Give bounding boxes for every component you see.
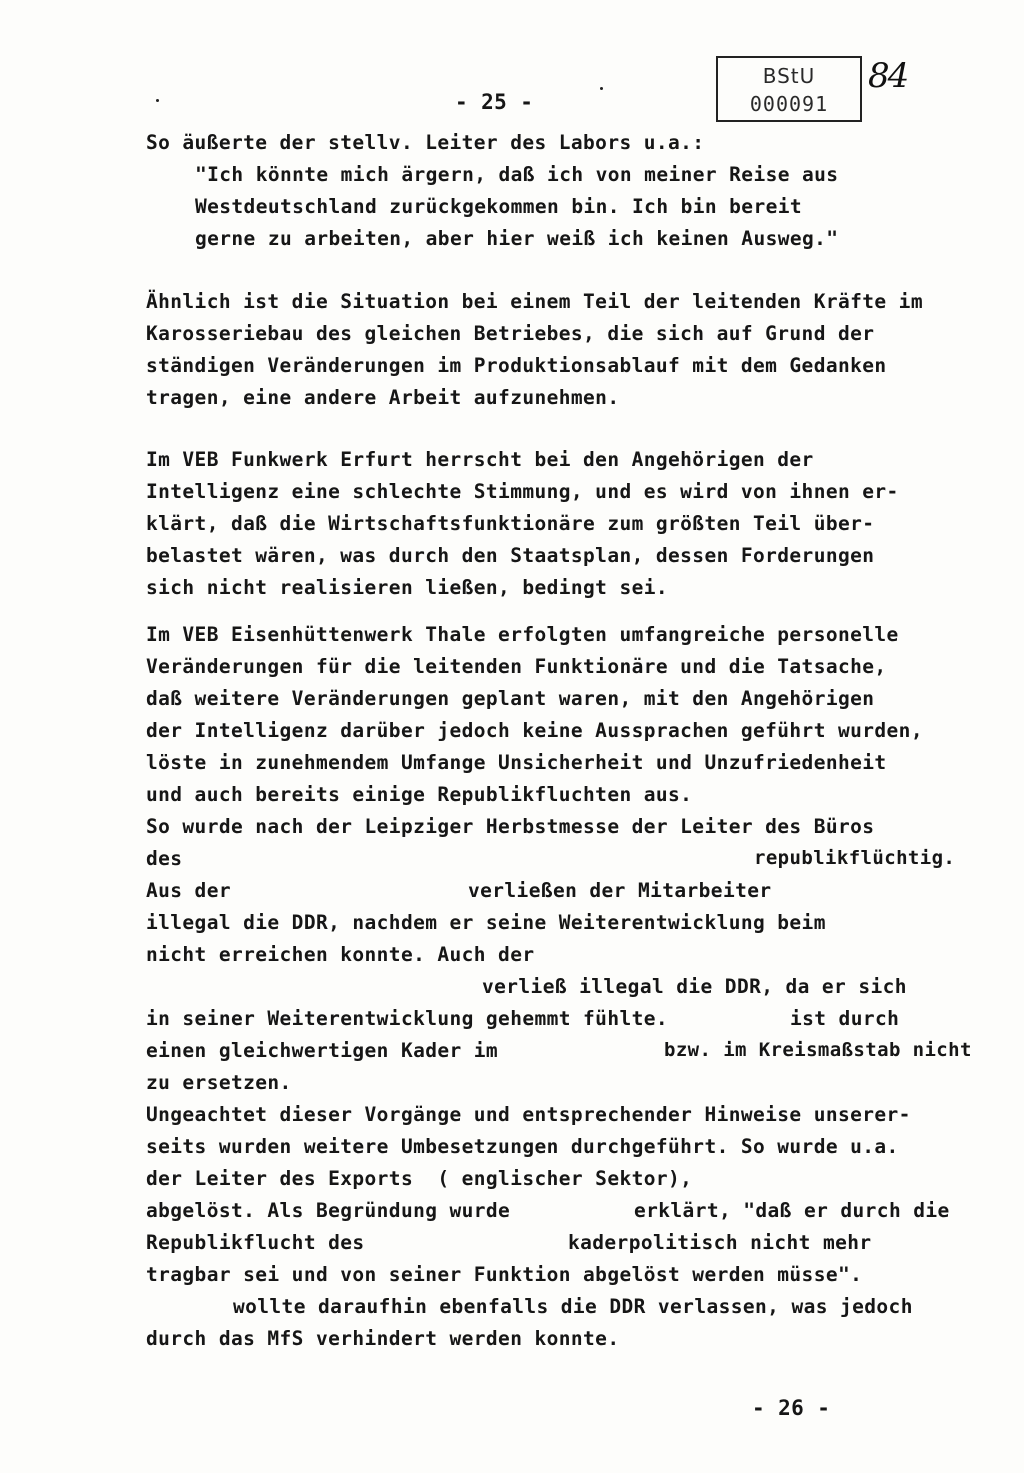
- text-line: in seiner Weiterentwicklung gehemmt fühlte.: [146, 1007, 669, 1030]
- text-line: des: [146, 847, 183, 870]
- text-line: der Leiter des Exports ( englischer Sektor),: [146, 1167, 693, 1190]
- text-line: zu ersetzen.: [146, 1071, 292, 1094]
- stamp-archive: BStU: [762, 64, 816, 88]
- text-line: klärt, daß die Wirtschaftsfunktionäre zum größten Teil über-: [146, 512, 875, 535]
- text-line: Ähnlich ist die Situation bei einem Teil der leitenden Kräfte im: [146, 290, 923, 313]
- page-number-top: - 25 -: [455, 90, 534, 114]
- text-line: Intelligenz eine schlechte Stimmung, und es wird von ihnen er-: [146, 480, 899, 503]
- text-line: einen gleichwertigen Kader im: [146, 1039, 499, 1062]
- text-line: Republikflucht des: [146, 1231, 365, 1254]
- text-line: "Ich könnte mich ärgern, daß ich von meiner Reise aus: [195, 163, 839, 186]
- text-line: wollte daraufhin ebenfalls die DDR verlassen, was jedoch: [233, 1295, 913, 1318]
- handwritten-sheet-number: 84: [868, 56, 908, 96]
- text-line: Im VEB Funkwerk Erfurt herrscht bei den Angehörigen der: [146, 448, 814, 471]
- text-line: löste in zunehmendem Umfange Unsicherheit und Unzufriedenheit: [146, 751, 887, 774]
- stamp-serial: 000091: [749, 92, 829, 116]
- archive-stamp: [716, 56, 862, 122]
- text-line: Aus der: [146, 879, 231, 902]
- text-line: der Intelligenz darüber jedoch keine Aussprachen geführt wurden,: [146, 719, 923, 742]
- text-line: kaderpolitisch nicht mehr: [568, 1231, 872, 1254]
- text-line: tragbar sei und von seiner Funktion abgelöst werden müsse".: [146, 1263, 863, 1286]
- page-number-bottom: - 26 -: [752, 1396, 831, 1420]
- text-line: bzw. im Kreismaßstab nicht: [664, 1039, 972, 1061]
- text-line: daß weitere Veränderungen geplant waren, mit den Angehörigen: [146, 687, 875, 710]
- text-line: So wurde nach der Leipziger Herbstmesse der Leiter des Büros: [146, 815, 875, 838]
- text-line: seits wurden weitere Umbesetzungen durchgeführt. So wurde u.a.: [146, 1135, 899, 1158]
- text-line: illegal die DDR, nachdem er seine Weiterentwicklung beim: [146, 911, 826, 934]
- text-line: republikflüchtig.: [754, 847, 956, 869]
- text-line: So äußerte der stellv. Leiter des Labors u.a.:: [146, 131, 705, 154]
- scan-speck: [600, 87, 603, 90]
- text-line: verließ illegal die DDR, da er sich: [482, 975, 907, 998]
- text-line: verließen der Mitarbeiter: [468, 879, 772, 902]
- text-line: Karosseriebau des gleichen Betriebes, die sich auf Grund der: [146, 322, 875, 345]
- text-line: sich nicht realisieren ließen, bedingt sei.: [146, 576, 669, 599]
- text-line: erklärt, "daß er durch die: [634, 1199, 950, 1222]
- text-line: belastet wären, was durch den Staatsplan, dessen Forderungen: [146, 544, 875, 567]
- text-line: Westdeutschland zurückgekommen bin. Ich bin bereit: [195, 195, 802, 218]
- text-line: durch das MfS verhindert werden konnte.: [146, 1327, 620, 1350]
- text-line: ist durch: [790, 1007, 900, 1030]
- text-line: abgelöst. Als Begründung wurde: [146, 1199, 511, 1222]
- text-line: tragen, eine andere Arbeit aufzunehmen.: [146, 386, 620, 409]
- scan-speck: [156, 99, 159, 102]
- text-line: und auch bereits einige Republikfluchten aus.: [146, 783, 693, 806]
- text-line: gerne zu arbeiten, aber hier weiß ich keinen Ausweg.": [195, 227, 839, 250]
- text-line: nicht erreichen konnte. Auch der: [146, 943, 535, 966]
- text-line: ständigen Veränderungen im Produktionsablauf mit dem Gedanken: [146, 354, 887, 377]
- text-line: Ungeachtet dieser Vorgänge und entsprechender Hinweise unserer-: [146, 1103, 911, 1126]
- text-line: Im VEB Eisenhüttenwerk Thale erfolgten umfangreiche personelle: [146, 623, 899, 646]
- text-line: Veränderungen für die leitenden Funktionäre und die Tatsache,: [146, 655, 887, 678]
